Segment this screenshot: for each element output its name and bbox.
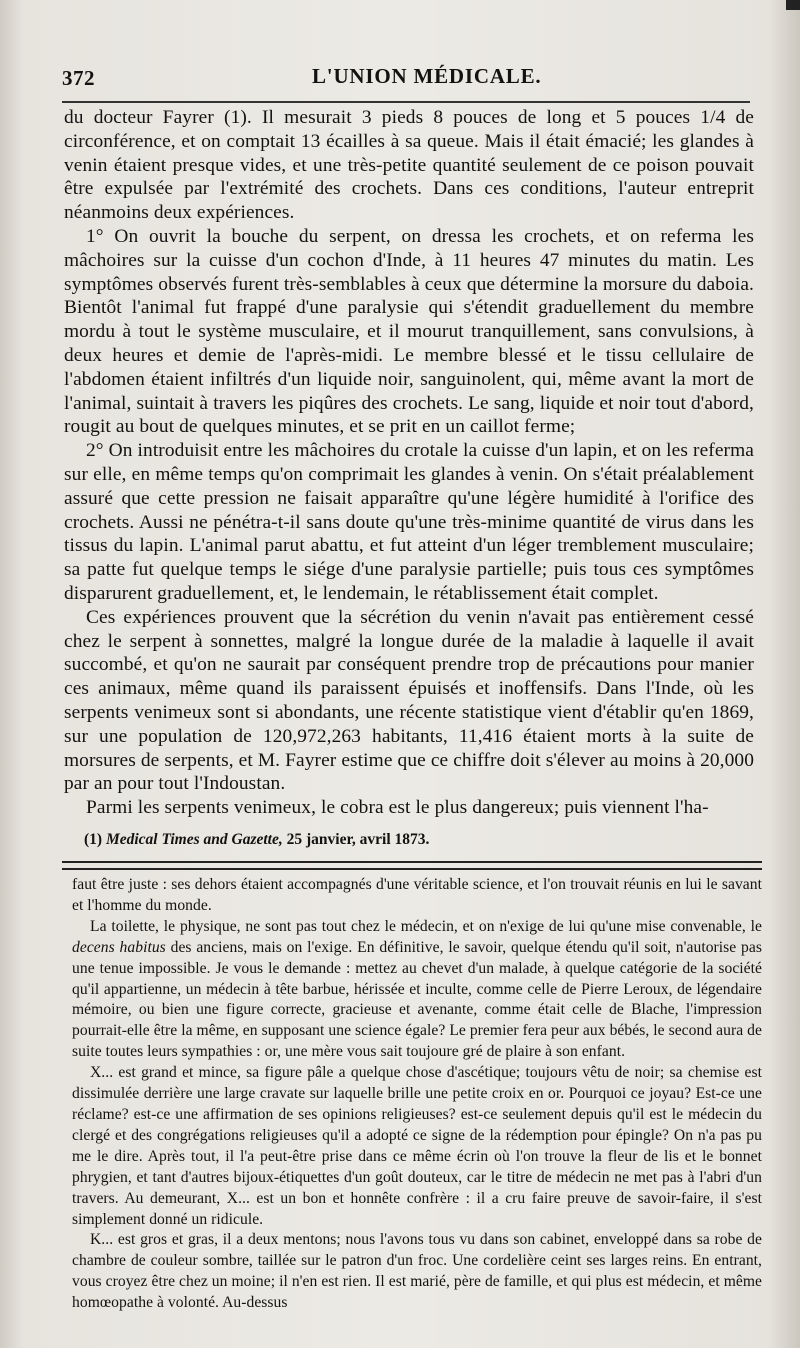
footnote-date: 25 janvier, avril 1873. [282, 831, 430, 848]
main-article-text [64, 106, 754, 820]
latin-phrase: decens habitus [72, 938, 166, 956]
article-paragraph: du docteur Fayrer (1). Il mesurait 3 pieds 8 pouces de long et 5 pouces 1/4 de circonférence, et on comptait 13 écailles à sa queue. Mais il était émacié; les glandes à venin étaient presque vides, et une très-petite quantité seulement de ce poison pouvait être expulsée par l'extrémité des crochets. Dans ces conditions, l'auteur entreprit néanmoins deux expériences. [64, 107, 754, 224]
footnote-source: Medical Times and Gazette, [105, 831, 283, 848]
page-corner-mark [786, 0, 800, 10]
article-paragraph: Parmi les serpents venimeux, le cobra est le plus dangereux; puis viennent l'ha- [86, 797, 709, 819]
feuilleton-divider [62, 861, 762, 870]
feuilleton-text-run: des anciens, mais on l'exige. En définitive, le savoir, quelque étendu qu'il soit, n'autorise pas une tenue impossible. Je vous le demande : mettez au chevet d'un malade, à quelque catégorie de la société qu'il appartienne, un médecin à tête barbue, hérissée et inculte, comme celle de Pierre Leroux, de légendaire mémoire, ou bien une figure correcte, gracieuse et avenante, comme était celle de Blache, l'impression pourrait-elle être la même, en supposant une science égale? Le premier fera peur aux bébés, le second aura de suite toutes leurs sympathies : or, une mère vous sait toujoure gré de plaire à son enfant. [72, 938, 762, 1061]
article-paragraph: 2° On introduisit entre les mâchoires du crotale la cuisse d'un lapin, et on les referma sur elle, en même temps qu'on comprimait les glandes à venin. On s'était préalablement assuré que cette pression ne faisait apparaître qu'une légère humidité à l'orifice des crochets. Aussi ne pénétra-t-il sans doute qu'une très-minime quantité de virus dans les tissus du lapin. L'animal parut abattu, et fut atteint d'un léger tremblement musculaire; sa patte fut quelque temps le siége d'une paralysie partielle; puis tous ces symptômes disparurent graduellement, et, le lendemain, le rétablissement était complet. [64, 440, 754, 604]
header-rule [62, 101, 750, 103]
feuilleton-paragraph: faut être juste : ses dehors étaient accompagnés d'une véritable science, et l'on trouvait réunis en lui le savant et l'homme du monde. [72, 876, 762, 914]
article-paragraph: 1° On ouvrit la bouche du serpent, on dressa les crochets, et on referma les mâchoires sur la cuisse d'un cochon d'Inde, à 11 heures 47 minutes du matin. Les symptômes observés furent très-semblables à ceux que détermine la morsure du daboia. Bientôt l'animal fut frappé d'une paralysie qui s'étendit graduellement du membre mordu à tout le système musculaire, et il mourut tranquillement, sans convulsions, à deux heures et demie de l'après-midi. Le membre blessé et le tissu cellulaire de l'abdomen étaient infiltrés d'un liquide noir, sanguinolent, qui, même avant la mort de l'animal, suintait à travers les piqûres des crochets. Le sang, liquide et noir tout d'abord, rougit au bout de quelques minutes, et se prit en un caillot ferme; [64, 225, 754, 438]
feuilleton-paragraph: X... est grand et mince, sa figure pâle a quelque chose d'ascétique; toujours vêtu de noir; sa chemise est dissimulée derrière une large cravate sur laquelle brille une petite croix en or. Pourquoi ce joyau? Est-ce une réclame? est-ce une affirmation de ses opinions religieuses? est-ce seulement depuis qu'il est le médecin du clergé et des congrégations religieuses qu'il a adopté ce signe de la rédemption pour épingle? On n'a pas pu me le dire. Après tout, il l'a peut-être prise dans ce même écrin où l'on trouve la fleur de lis et le bonnet phrygien, et tant d'autres bijoux-étiquettes d'un goût douteux, car le titre de médecin ne met pas à l'abri d'un travers. Au demeurant, X... est un bon et honnête confrère : il a cru faire preuve de savoir-faire, il s'est simplement donné un ridicule. [72, 1064, 762, 1228]
footnote-marker: (1) [84, 831, 103, 848]
article-paragraph: Ces expériences prouvent que la sécrétion du venin n'avait pas entièrement cessé chez le serpent à sonnettes, malgré la longue durée de la maladie à laquelle il avait succombé, et qu'on ne saurait par conséquent prendre trop de précautions pour manier ces animaux, même quand ils paraissent épuisés et inoffensifs. Dans l'Inde, où les serpents venimeux sont si abondants, une récente statistique vient d'établir qu'en 1869, sur une population de 120,972,263 habitants, 11,416 étaient morts à la suite de morsures de serpents, et M. Fayrer estime que ce chiffre doit s'élever au moins à 20,000 par an pour tout l'Indoustan. [64, 606, 754, 795]
page-number: 372 [62, 66, 95, 90]
feuilleton-paragraph: K... est gros et gras, il a deux mentons; nous l'avons tous vu dans son cabinet, enveloppé dans sa robe de chambre de couleur sombre, taillée sur le patron d'un froc. Une cordelière ceint ses larges reins. En entrant, vous croyez être chez un moine; il n'en est rien. Il est marié, père de famille, et qui plus est médecin, et même homœopathe à volonté. Au-dessus [72, 1231, 762, 1312]
feuilleton-paragraph [72, 917, 762, 1063]
footnote [84, 830, 744, 850]
feuilleton-text-run: La toilette, le physique, ne sont pas tout chez le médecin, et on n'exige de lui qu'une mise convenable, le [90, 917, 762, 935]
journal-title: L'UNION MÉDICALE. [312, 64, 542, 88]
feuilleton-text [72, 875, 762, 1314]
page-header [62, 62, 752, 92]
